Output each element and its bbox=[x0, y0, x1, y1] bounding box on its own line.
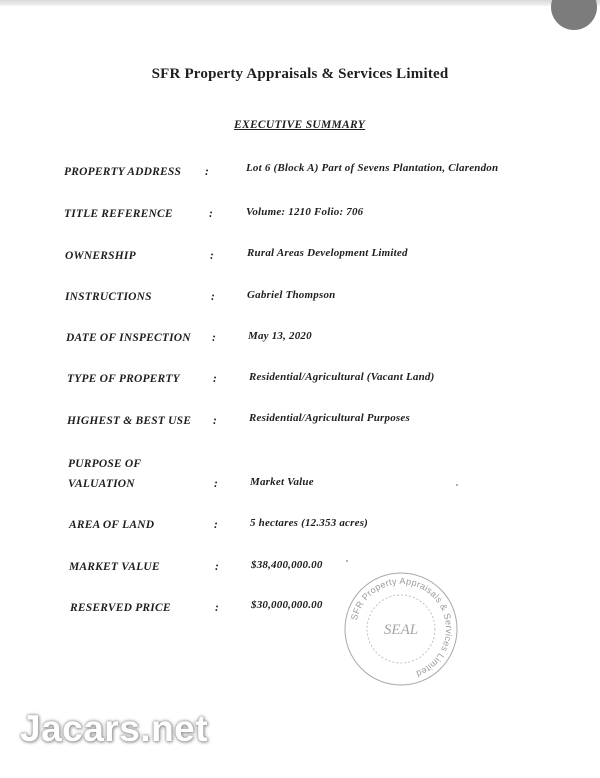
field-value: $30,000,000.00 bbox=[251, 599, 323, 611]
field-label: RESERVED PRICE bbox=[70, 602, 171, 614]
seal-ring-text: SFR Property Appraisals & Services Limited bbox=[348, 575, 455, 680]
field-label-line2: VALUATION bbox=[68, 478, 135, 490]
field-value: Rural Areas Development Limited bbox=[247, 247, 408, 259]
field-value: 5 hectares (12.353 acres) bbox=[250, 517, 369, 529]
field-label: TITLE REFERENCE bbox=[64, 208, 173, 220]
field-value: Volume: 1210 Folio: 706 bbox=[246, 206, 364, 218]
field-value: Residential/Agricultural Purposes bbox=[249, 412, 410, 424]
scan-speck bbox=[456, 484, 458, 486]
field-colon: : bbox=[209, 208, 214, 220]
field-label-line1: PURPOSE OF bbox=[68, 458, 142, 470]
field-value: Lot 6 (Block A) Part of Sevens Plantation, Clarendon bbox=[246, 162, 499, 174]
field-label: PROPERTY ADDRESS bbox=[64, 166, 182, 178]
scan-top-edge bbox=[0, 0, 600, 6]
company-name: SFR Property Appraisals & Services Limited bbox=[151, 66, 449, 82]
scan-corner-mark bbox=[551, 0, 597, 30]
field-value: $38,400,000.00 bbox=[251, 559, 323, 571]
field-label: OWNERSHIP bbox=[65, 250, 136, 262]
field-colon: : bbox=[215, 561, 220, 573]
company-seal bbox=[342, 570, 460, 688]
field-colon: : bbox=[213, 373, 218, 385]
field-label: DATE OF INSPECTION bbox=[66, 332, 191, 344]
seal-center-text: SEAL bbox=[383, 622, 419, 638]
field-label: MARKET VALUE bbox=[69, 561, 160, 573]
site-watermark: Jacars.net bbox=[20, 708, 209, 749]
field-label: TYPE OF PROPERTY bbox=[67, 373, 180, 385]
field-colon: : bbox=[214, 478, 219, 490]
field-label: HIGHEST & BEST USE bbox=[67, 415, 192, 427]
field-colon: : bbox=[205, 166, 210, 178]
field-colon: : bbox=[215, 602, 220, 614]
field-value: Residential/Agricultural (Vacant Land) bbox=[249, 371, 435, 383]
field-value: Market Value bbox=[250, 476, 314, 488]
field-label: INSTRUCTIONS bbox=[65, 291, 152, 303]
section-title: EXECUTIVE SUMMARY bbox=[234, 119, 366, 131]
field-label: AREA OF LAND bbox=[69, 519, 155, 531]
field-colon: : bbox=[212, 332, 217, 344]
field-colon: : bbox=[210, 250, 215, 262]
field-colon: : bbox=[214, 519, 219, 531]
field-value: May 13, 2020 bbox=[248, 330, 312, 342]
field-colon: : bbox=[213, 415, 218, 427]
scan-speck bbox=[346, 560, 348, 562]
field-colon: : bbox=[211, 291, 216, 303]
field-value: Gabriel Thompson bbox=[247, 289, 336, 301]
